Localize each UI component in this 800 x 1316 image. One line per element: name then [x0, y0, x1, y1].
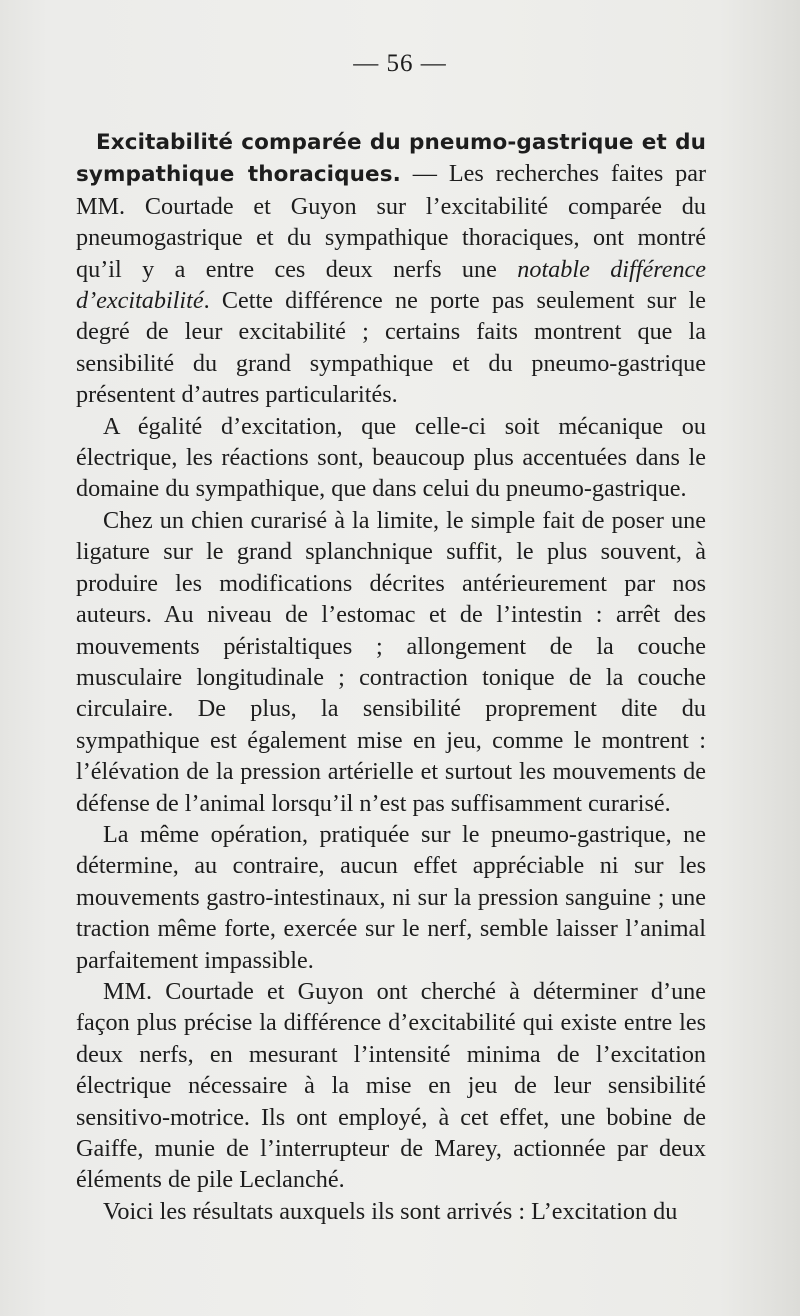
section-continued-text: . Cette différence ne porte pas seulement sur le degré de leur excitabilité ; certains faits montrent que la sensibilité du grand sympathique et du pneumo-gastrique présentent d’autres particularités. — [76, 287, 706, 409]
body-text — [76, 126, 706, 1227]
paragraph-curarized-dog: Chez un chien curarisé à la limite, le simple fait de poser une ligature sur le grand splanchnique suffit, le plus souvent, à produire les modifications décrites antérieurement par nos auteurs. Au niveau de l’estomac et de l’intestin : arrêt des mouvements péristaltiques ; allongement de la couche musculaire longitudinale ; contraction tonique de la couche circulaire. De plus, la sensibilité proprement dite du sympathique est également mise en jeu, comme le montrent : l’élévation de la pression artérielle et surtout les mouvements de défense de l’animal lorsqu’il n’est pas suffisamment curarisé. — [76, 506, 706, 817]
section-paragraph — [76, 126, 706, 411]
page-number: — 56 — — [353, 50, 447, 77]
paragraph-measurement-method: MM. Courtade et Guyon ont cherché à déterminer d’une façon plus précise la différence d’excitabilité qui existe entre les deux nerfs, en mesurant l’intensité minima de l’excitation électrique nécessaire à la mise en jeu de leur sensibilité sensitivo-motrice. Ils ont employé, à cet effet, une bobine de Gaiffe, munie de l’interrupteur de Marey, actionnée par deux éléments de pile Leclanché. — [76, 977, 706, 1194]
paragraph-same-operation: La même opération, pratiquée sur le pneumo-gastrique, ne détermine, au contraire, aucun effet appréciable ni sur les mouvements gastro-intestinaux, ni sur la pression sanguine ; une traction même forte, exercée sur le nerf, semble laisser l’animal parfaitement impassible. — [76, 820, 706, 974]
paragraph-excitation-equality: A égalité d’excitation, que celle-ci soit mécanique ou électrique, les réactions sont, beaucoup plus accentuées dans le domaine du sympathique, que dans celui du pneumo-gastrique. — [76, 412, 706, 503]
section-title: Excitabilité comparée du pneumo-gastrique et du sympathique thoraciques. — [76, 130, 706, 188]
section-lead-text: — Les recherches faites par MM. Courtade et Guyon sur l’excitabilité comparée du pneumogastrique et du sympathique thoraciques, ont montré qu’il y a entre ces deux nerfs une — [76, 160, 707, 283]
paragraph-results-start: Voici les résultats auxquels ils sont arrivés : L’excitation du — [103, 1197, 678, 1225]
emphasis-text: notable différence d’excitabilité — [76, 255, 707, 315]
